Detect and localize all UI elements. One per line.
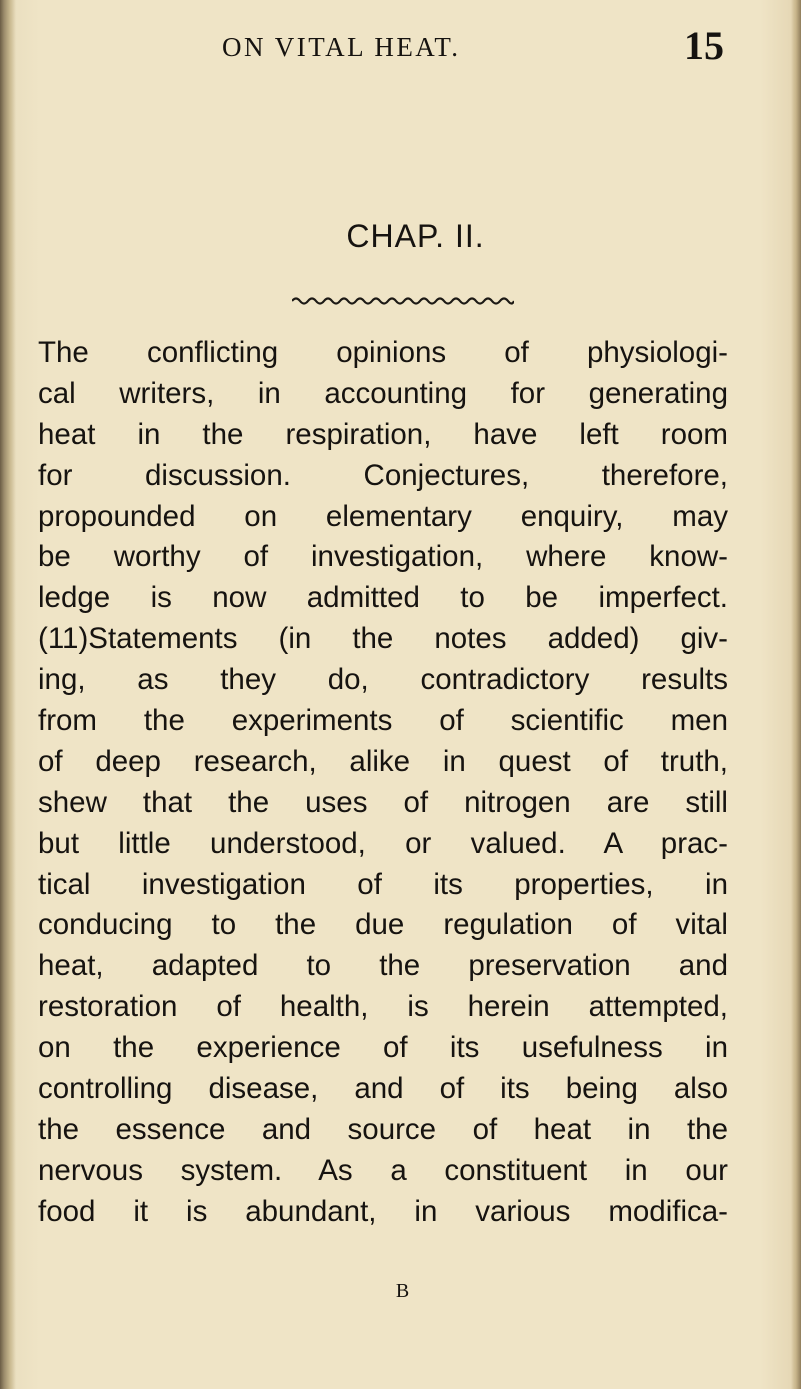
text-line: ing, as they do, contradictory results <box>38 663 728 697</box>
text-line: for discussion. Conjectures, therefore, <box>38 458 728 492</box>
wavy-rule-ornament <box>292 294 514 308</box>
text-line: but little understood, or valued. A prac- <box>38 826 728 860</box>
text-line: cal writers, in accounting for generating <box>38 376 728 410</box>
text-line: from the experiments of scientific men <box>38 704 728 738</box>
text-line: tical investigation of its properties, in <box>38 867 728 901</box>
text-line: controlling disease, and of its being also <box>38 1072 728 1106</box>
text-line: ledge is now admitted to be imperfect. <box>38 581 728 615</box>
text-line: heat in the respiration, have left room <box>38 417 728 451</box>
page-right-edge <box>791 0 801 1389</box>
text-line: be worthy of investigation, where know- <box>38 540 728 574</box>
text-line: The conflicting opinions of physiologi- <box>38 336 728 369</box>
text-line: propounded on elementary enquiry, may <box>38 499 728 533</box>
text-line: food it is abundant, in various modifica- <box>38 1194 728 1228</box>
text-line: restoration of health, is herein attempted, <box>38 990 728 1024</box>
body-text <box>38 333 728 1233</box>
text-line: shew that the uses of nitrogen are still <box>38 785 728 819</box>
text-line: the essence and source of heat in the <box>38 1112 728 1146</box>
text-line: (11)Statements (in the notes added) giv- <box>38 622 728 656</box>
running-head: ON VITAL HEAT. <box>222 32 461 62</box>
chapter-heading: CHAP. II. <box>346 218 485 254</box>
page-left-edge <box>0 0 16 1389</box>
text-line: of deep research, alike in quest of truth, <box>38 744 728 778</box>
page-number: 15 <box>684 23 724 68</box>
text-line: heat, adapted to the preservation and <box>38 949 728 983</box>
text-line: conducing to the due regulation of vital <box>38 908 728 942</box>
signature-mark: B <box>395 1280 410 1302</box>
text-line: nervous system. As a constituent in our <box>38 1153 728 1187</box>
text-line: on the experience of its usefulness in <box>38 1031 728 1065</box>
